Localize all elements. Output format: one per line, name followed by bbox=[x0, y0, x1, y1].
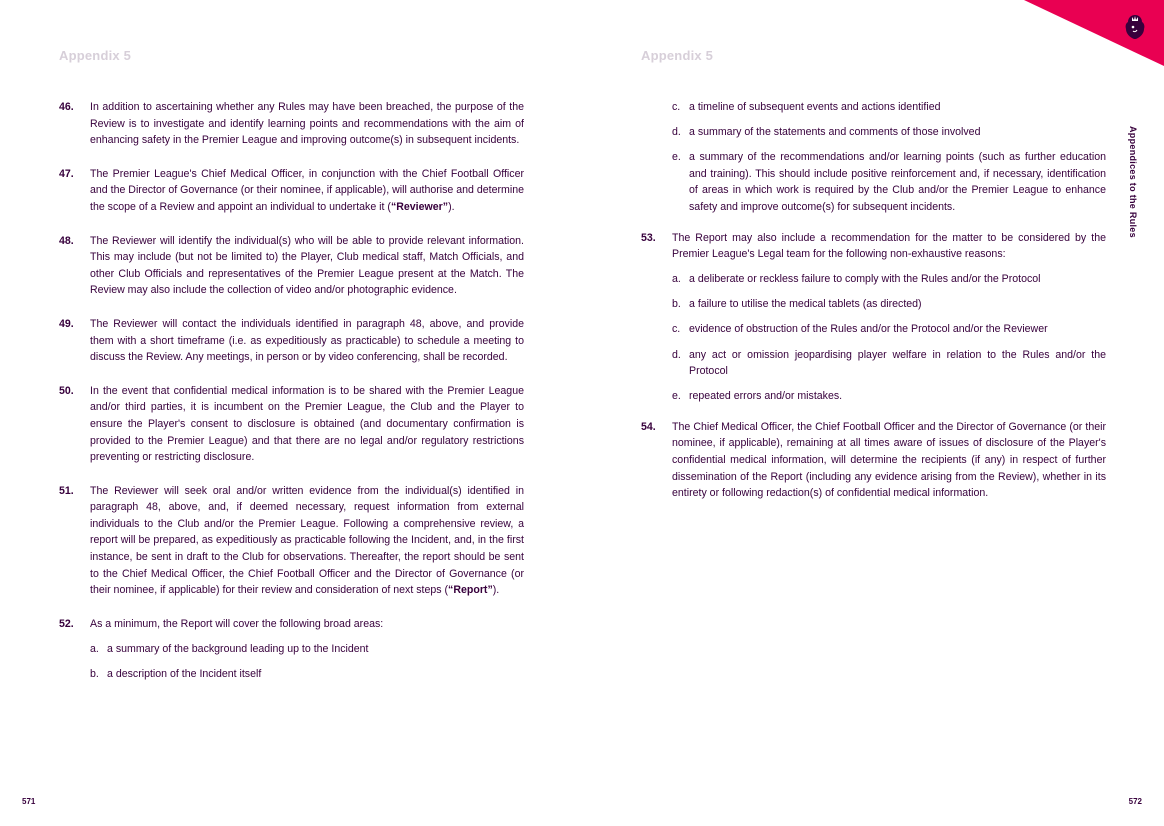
paragraph-number: 47. bbox=[59, 167, 74, 180]
list-item-letter: a. bbox=[90, 642, 99, 655]
paragraph-text: The Premier League's Chief Medical Officer, in conjunction with the Chief Football Officer and the Director of Governance (or their nominee, if applicable), will authorise and determine the scope of a Review and appoint an individual to undertake it ( bbox=[90, 167, 524, 213]
paragraph-text: In the event that confidential medical information is to be shared with the Premier League and/or third parties, it is incumbent on the Premier League, the Club and the Player to ensure the Player's consent to disclosure is obtained (and documentary confirmation is provided to the Premier League) and that there are no legal and/or regulatory restrictions preventing or restricting disclosure. bbox=[90, 384, 524, 464]
list-item-letter: b. bbox=[90, 668, 99, 681]
list-item bbox=[59, 666, 524, 683]
paragraph-text: The Report may also include a recommendation for the matter to be considered by the Premier League's Legal team for the following non-exhaustive reasons: bbox=[672, 231, 1106, 261]
list-item bbox=[641, 271, 1106, 288]
section-side-label: Appendices to the Rules bbox=[1128, 126, 1138, 238]
paragraph-number: 54. bbox=[641, 420, 656, 433]
paragraph-46 bbox=[59, 99, 524, 149]
paragraph-number: 53. bbox=[641, 231, 656, 244]
left-page-column bbox=[59, 99, 524, 691]
list-item-letter: e. bbox=[672, 390, 681, 403]
list-item-text: a timeline of subsequent events and actions identified bbox=[689, 101, 941, 113]
list-item-letter: d. bbox=[672, 348, 681, 361]
paragraph-50 bbox=[59, 383, 524, 466]
paragraph-number: 50. bbox=[59, 384, 74, 397]
list-item-text: a deliberate or reckless failure to comply with the Rules and/or the Protocol bbox=[689, 273, 1041, 286]
page-number-right: 572 bbox=[1128, 797, 1142, 806]
right-page-column bbox=[641, 99, 1106, 519]
paragraph-text: The Reviewer will seek oral and/or written evidence from the individual(s) identified in paragraph 48, above, and, if deemed necessary, request information from external individuals to the Club and/or the Premier League. Following a comprehensive review, a report will be prepared, as expeditiously as practicable following the Incident, and, in the first instance, be sent in draft to the Club for observations. Thereafter, the report should be sent to the Chief Medical Officer, the Chief Football Officer and the Director of Governance (or their nominee, if applicable) for their review and consideration of next steps ( bbox=[90, 484, 524, 597]
paragraph-text: The Chief Medical Officer, the Chief Football Officer and the Director of Governance (or their nominee, if applicable), remaining at all times aware of issues of disclosure of the Player's confidential medical information, will determine the recipients (if any) in respect of further dissemination of the Report (including any evidence arising from the Review), whether in its entirety or following redaction(s) of confidential medical information. bbox=[672, 420, 1106, 500]
list-item-text: a summary of the recommendations and/or learning points (such as further education and training). This should include positive reinforcement and, if necessary, identification of areas in which work is required by the Club and/or the Premier League to enhance safety and improve outcome(s) for subsequent incidents. bbox=[689, 151, 1106, 213]
paragraph-51 bbox=[59, 483, 524, 599]
paragraph-54 bbox=[641, 419, 1106, 502]
paragraph-number: 49. bbox=[59, 317, 74, 330]
list-item-text: a summary of the background leading up to the Incident bbox=[107, 642, 369, 655]
paragraph-48 bbox=[59, 233, 524, 299]
list-item-text: evidence of obstruction of the Rules and/or the Protocol and/or the Reviewer bbox=[689, 323, 1048, 336]
premier-league-lion-logo-icon bbox=[1124, 14, 1146, 40]
list-item-text: a summary of the statements and comments of those involved bbox=[689, 126, 981, 139]
paragraph-53 bbox=[641, 230, 1106, 263]
list-item bbox=[641, 149, 1106, 215]
paragraph-49 bbox=[59, 316, 524, 366]
list-item bbox=[641, 347, 1106, 380]
page-title-right: Appendix 5 bbox=[641, 48, 714, 63]
list-item-text: repeated errors and/or mistakes. bbox=[689, 390, 843, 403]
page-title-left: Appendix 5 bbox=[59, 48, 132, 63]
list-item bbox=[59, 641, 524, 658]
list-item bbox=[641, 99, 1106, 116]
paragraph-text: In addition to ascertaining whether any Rules may have been breached, the purpose of the Review is to investigate and identify learning points and recommendations with the aim of enhancing safety in the Premier League and improving outcome(s) in subsequent incidents. bbox=[90, 101, 524, 147]
list-item bbox=[641, 388, 1106, 405]
list-item-letter: e. bbox=[672, 151, 681, 164]
paragraph-text-end: ). bbox=[448, 200, 455, 213]
list-item-text: a description of the Incident itself bbox=[107, 668, 262, 681]
paragraph-text: As a minimum, the Report will cover the following broad areas: bbox=[90, 617, 384, 630]
list-item-text: any act or omission jeopardising player welfare in relation to the Rules and/or the Protocol bbox=[689, 348, 1106, 378]
list-item bbox=[641, 321, 1106, 338]
list-item-letter: c. bbox=[672, 101, 681, 113]
paragraph-text-end: ). bbox=[492, 584, 500, 597]
paragraph-number: 48. bbox=[59, 234, 74, 247]
paragraph-number: 52. bbox=[59, 617, 74, 630]
list-item-letter: c. bbox=[672, 323, 681, 336]
paragraph-text: The Reviewer will identify the individual(s) who will be able to provide relevant information. This may include (but not be limited to) the Player, Club medical staff, Match Officials, and other Club Officials and representatives of the Premier League present at the Match. The Review may also include the collection of video and/or photographic evidence. bbox=[90, 234, 524, 297]
list-item-letter: b. bbox=[672, 298, 681, 311]
list-item bbox=[641, 296, 1106, 313]
page-number-left: 571 bbox=[22, 797, 36, 806]
list-item bbox=[641, 124, 1106, 141]
defined-term: “Report” bbox=[448, 584, 493, 597]
list-item-letter: a. bbox=[672, 273, 681, 286]
paragraph-52 bbox=[59, 616, 524, 633]
paragraph-47 bbox=[59, 166, 524, 216]
defined-term: “Reviewer” bbox=[390, 200, 449, 213]
paragraph-number: 51. bbox=[59, 484, 74, 497]
paragraph-text: The Reviewer will contact the individuals identified in paragraph 48, above, and provide them with a short timeframe (i.e. as expeditiously as practicable) to schedule a meeting to discuss the Review. Any meetings, in person or by video conferencing, shall be recorded. bbox=[90, 317, 524, 364]
paragraph-number: 46. bbox=[59, 101, 74, 113]
list-item-letter: d. bbox=[672, 126, 681, 139]
list-item-text: a failure to utilise the medical tablets (as directed) bbox=[689, 298, 922, 311]
